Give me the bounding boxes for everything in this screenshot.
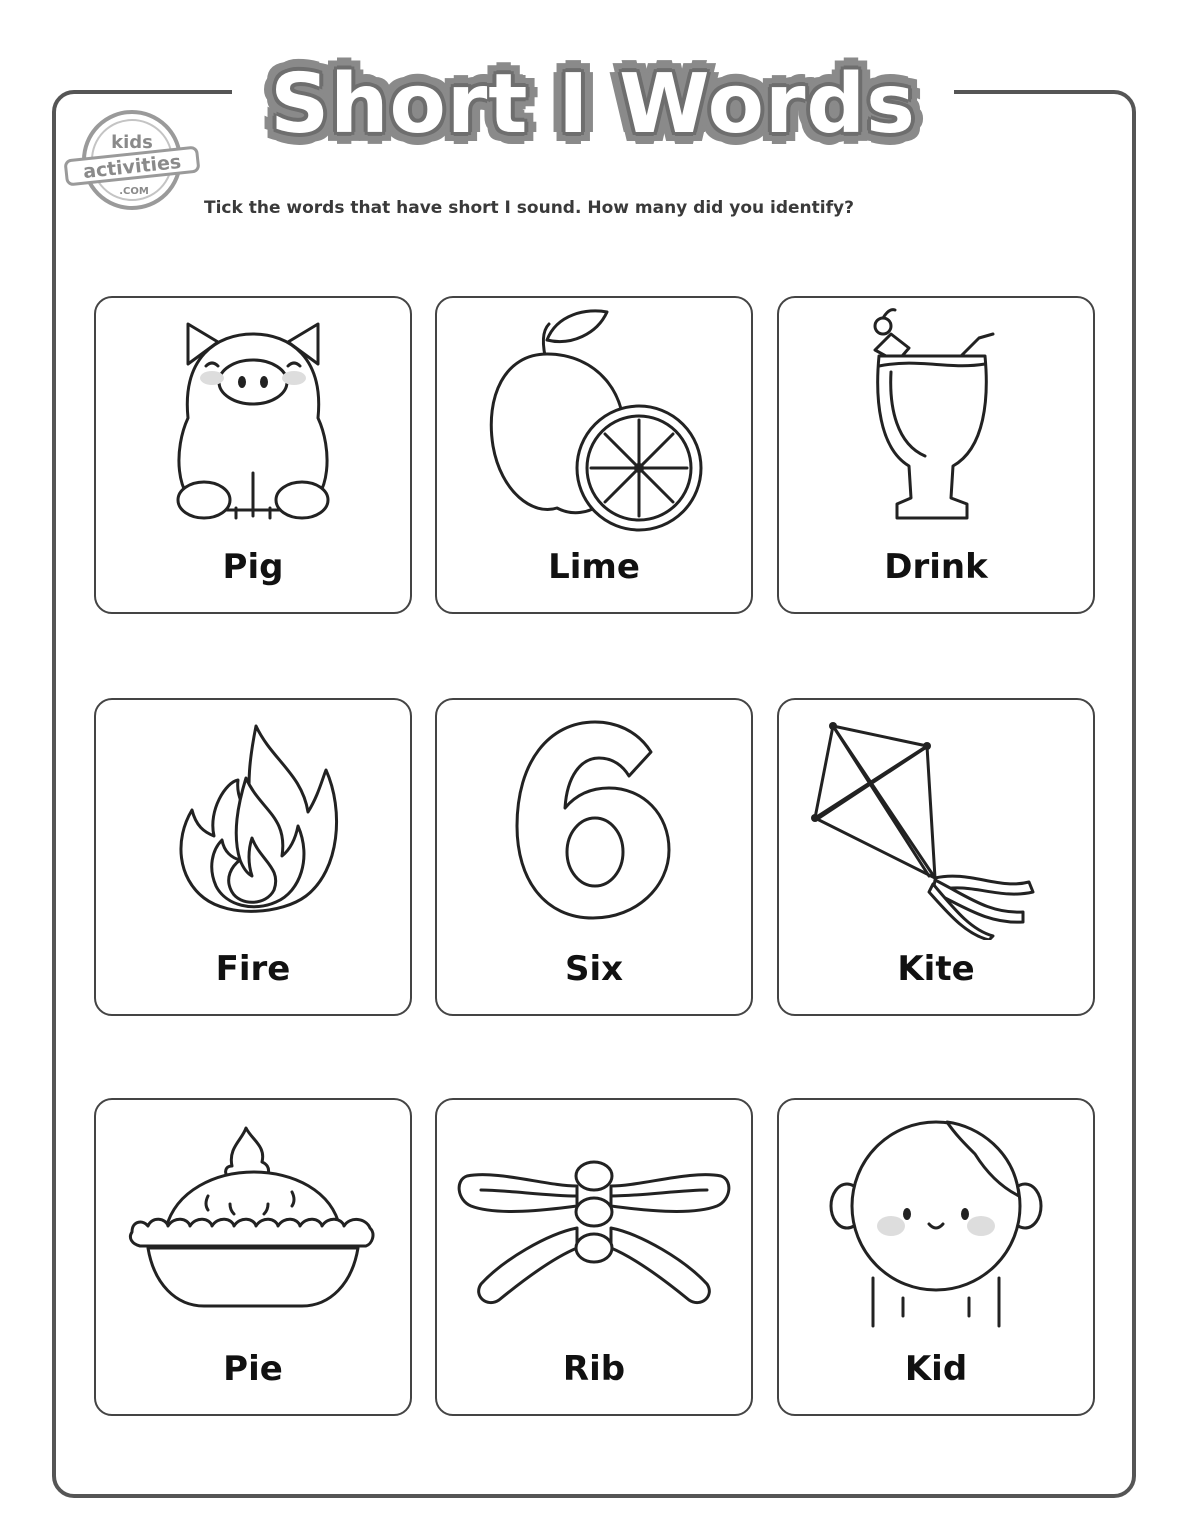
word-card-lime[interactable] [435,296,753,614]
page-title: Short I Words [270,56,916,152]
logo-text-activities: activities [82,150,183,184]
word-card-kite[interactable] [777,698,1095,1016]
word-card-rib[interactable] [435,1098,753,1416]
kids-activities-logo [62,108,202,212]
number-six-icon [437,700,751,940]
word-label: Kid [904,1349,968,1389]
word-card-drink[interactable] [777,296,1095,614]
word-label: Pig [222,547,284,587]
word-card-fire[interactable] [94,698,412,1016]
word-label: Lime [548,547,640,587]
kite-icon [779,700,1093,940]
word-label: Drink [884,547,988,587]
word-card-kid[interactable] [777,1098,1095,1416]
fire-icon [96,700,410,940]
word-label: Kite [897,949,975,989]
word-card-pie[interactable] [94,1098,412,1416]
kid-icon [779,1100,1093,1340]
drink-icon [779,298,1093,538]
word-card-six[interactable] [435,698,753,1016]
title-banner [232,50,954,158]
word-label: Pie [223,1349,283,1389]
pig-icon [96,298,410,538]
logo-text-kids: kids [111,132,153,153]
word-label: Six [564,949,624,989]
word-label: Rib [562,1349,626,1389]
lime-icon [437,298,751,538]
logo-text-com: .COM [119,186,149,197]
word-label: Fire [215,949,291,989]
pie-icon [96,1100,410,1340]
rib-icon [437,1100,751,1340]
instruction-text: Tick the words that have short I sound. How many did you identify? [204,198,854,218]
word-card-pig[interactable] [94,296,412,614]
